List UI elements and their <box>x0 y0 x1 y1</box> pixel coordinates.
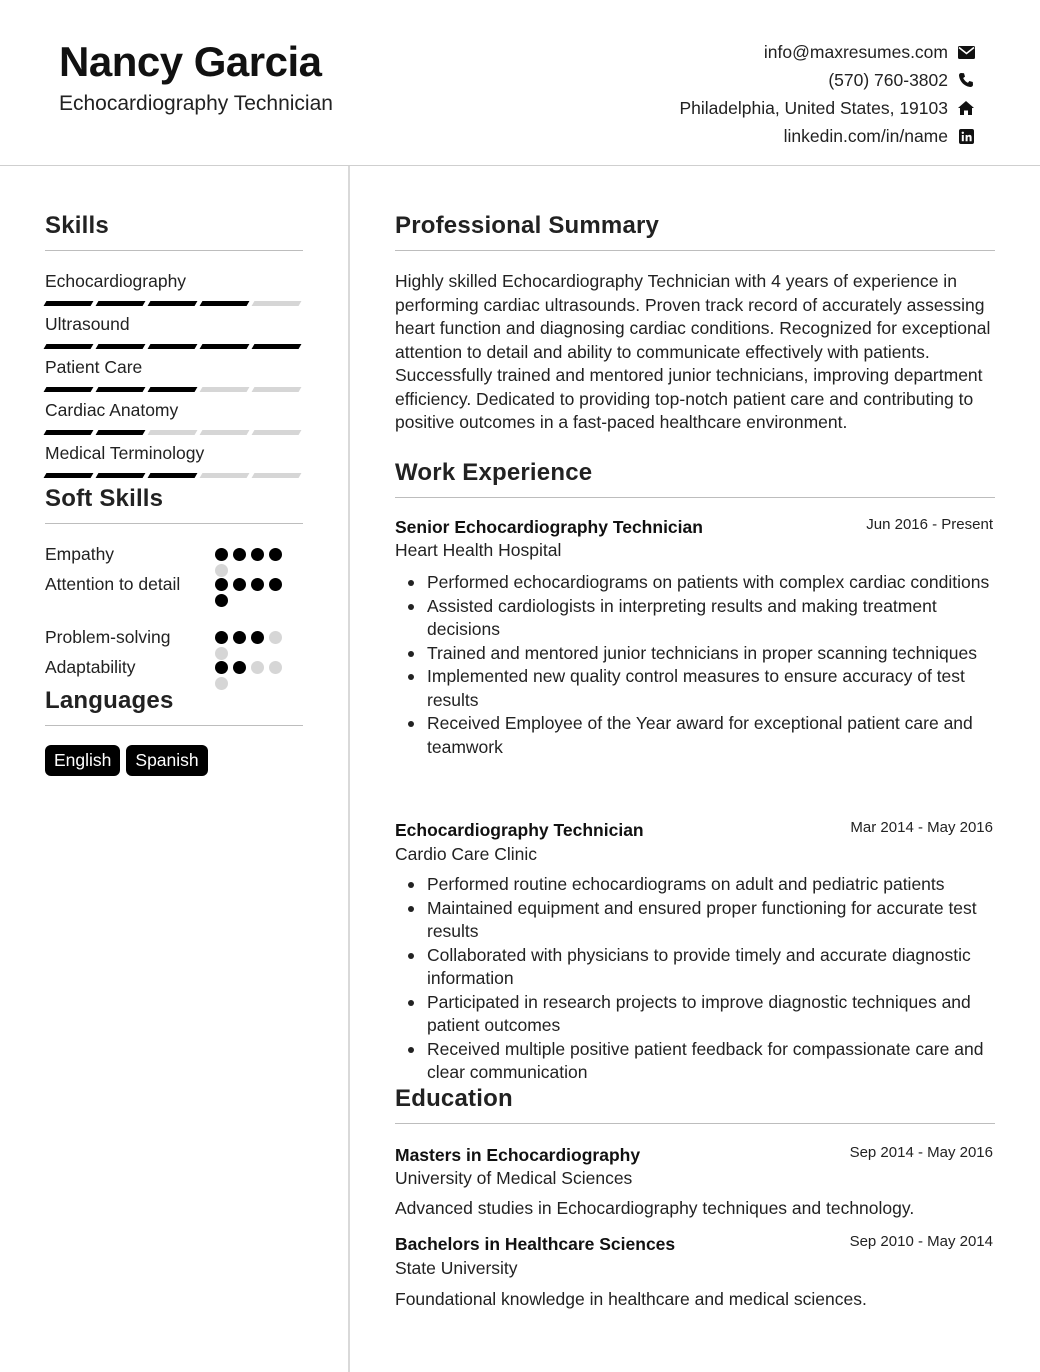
skill-label: Echocardiography <box>45 271 187 291</box>
envelope-icon <box>956 43 976 61</box>
soft-skill-dots <box>215 578 295 607</box>
skill-level-segment <box>200 430 250 435</box>
soft-skill-dot <box>215 564 228 577</box>
job-organization: Cardio Care Clinic <box>395 844 537 864</box>
contact-phone[interactable] <box>679 66 976 94</box>
skill-item <box>45 271 303 306</box>
skill-item <box>45 357 303 392</box>
home-icon <box>956 99 976 117</box>
soft-skill-label: Attention to detail <box>45 574 181 594</box>
language-tags <box>45 745 208 776</box>
soft-skill-dot <box>215 578 228 591</box>
phone-icon <box>956 71 976 89</box>
degree-description: Foundational knowledge in healthcare and medical sciences. <box>395 1289 867 1309</box>
job-bullet: Performed routine echocardiograms on adult and pediatric patients <box>395 873 995 897</box>
soft-skill-dot <box>215 631 228 644</box>
skill-level-bar <box>45 430 303 435</box>
job-date: Jun 2016 - Present <box>866 516 993 533</box>
education-section <box>395 1085 995 1124</box>
degree-description: Advanced studies in Echocardiography techniques and technology. <box>395 1198 915 1218</box>
degree-title: Masters in Echocardiography <box>395 1145 641 1165</box>
soft-skill-dots <box>215 548 295 577</box>
soft-skill-dot <box>233 661 246 674</box>
soft-skill-label: Problem-solving <box>45 627 171 647</box>
skill-level-segment <box>96 430 146 435</box>
degree-date: Sep 2010 - May 2014 <box>849 1233 993 1250</box>
skills-section <box>45 212 303 251</box>
soft-skill-dot <box>251 548 264 561</box>
skill-level-segment <box>96 301 146 306</box>
skill-level-segment <box>148 473 198 478</box>
skill-level-segment <box>200 301 250 306</box>
resume-header <box>0 0 1040 166</box>
soft-skill-label: Adaptability <box>45 657 136 677</box>
education-rule <box>395 1123 995 1124</box>
job-bullets <box>395 571 995 759</box>
education-heading: Education <box>395 1085 513 1112</box>
skill-level-segment <box>44 473 94 478</box>
soft-skill-dot <box>233 631 246 644</box>
job-bullet: Performed echocardiograms on patients with complex cardiac conditions <box>395 571 995 595</box>
languages-rule <box>45 725 303 726</box>
soft-skill-dot <box>233 548 246 561</box>
skill-item <box>45 400 303 435</box>
soft-skill-dot <box>269 631 282 644</box>
soft-skills-rule <box>45 523 303 524</box>
contact-email-text[interactable]: info@maxresumes.com <box>763 41 948 62</box>
job-bullet: Implemented new quality control measures to ensure accuracy of test results <box>395 665 995 712</box>
skill-item <box>45 443 303 478</box>
skill-level-segment <box>148 430 198 435</box>
soft-skill-dot <box>251 661 264 674</box>
contact-linkedin[interactable] <box>679 122 976 150</box>
skill-level-segment <box>252 430 302 435</box>
summary-section <box>395 212 995 251</box>
contact-location <box>679 94 976 122</box>
skill-level-segment <box>148 301 198 306</box>
skill-level-segment <box>200 473 250 478</box>
soft-skill-dot <box>215 594 228 607</box>
skill-level-segment <box>44 301 94 306</box>
contact-list <box>679 38 976 150</box>
languages-section <box>45 687 303 726</box>
skills-rule <box>45 250 303 251</box>
skill-level-segment <box>148 344 198 349</box>
skill-level-segment <box>44 344 94 349</box>
skill-label: Ultrasound <box>45 314 130 334</box>
job-title: Echocardiography Technician <box>395 820 644 840</box>
language-tag: English <box>45 745 120 776</box>
soft-skill-dot <box>269 548 282 561</box>
linkedin-icon <box>956 127 976 145</box>
skill-level-segment <box>96 344 146 349</box>
experience-section <box>395 459 995 498</box>
job-title: Senior Echocardiography Technician <box>395 517 703 537</box>
skill-label: Patient Care <box>45 357 143 377</box>
language-tag: Spanish <box>126 745 207 776</box>
column-divider <box>348 166 350 1372</box>
candidate-title: Echocardiography Technician <box>59 92 333 115</box>
skill-level-segment <box>44 430 94 435</box>
skill-level-segment <box>96 387 146 392</box>
summary-text: Highly skilled Echocardiography Technician with 4 years of experience in performing cardiac ultrasounds. Proven track record of accurately assessing heart function and diagnosing cardiac conditions. Recognized for exceptional attention to detail and ability to communicate effectively with patients. Successfully trained and mentored junior technicians, improving department efficiency. Dedicated to providing top-notch patient care and contributing to positive outcomes in a fast-paced healthcare environment. <box>395 271 991 432</box>
skill-level-segment <box>200 344 250 349</box>
candidate-name: Nancy Garcia <box>59 38 322 85</box>
experience-heading: Work Experience <box>395 459 593 486</box>
soft-skill-dots <box>215 661 295 690</box>
degree-date: Sep 2014 - May 2016 <box>849 1144 993 1161</box>
school-name: University of Medical Sciences <box>395 1168 633 1188</box>
skill-level-segment <box>200 387 250 392</box>
contact-email[interactable] <box>679 38 976 66</box>
summary-heading: Professional Summary <box>395 212 660 239</box>
soft-skill-dot <box>215 647 228 660</box>
soft-skill-dot <box>215 661 228 674</box>
job-bullet: Trained and mentored junior technicians in proper scanning techniques <box>395 642 995 666</box>
soft-skill-dot <box>233 578 246 591</box>
job-bullets <box>395 873 995 1085</box>
skill-level-segment <box>44 387 94 392</box>
degree-title: Bachelors in Healthcare Sciences <box>395 1234 676 1254</box>
skill-item <box>45 314 303 349</box>
skill-level-segment <box>252 473 302 478</box>
soft-skill-label: Empathy <box>45 544 115 564</box>
soft-skills-heading: Soft Skills <box>45 485 164 512</box>
skill-level-bar <box>45 344 303 349</box>
job-bullet: Received Employee of the Year award for exceptional patient care and teamwork <box>395 712 995 759</box>
soft-skill-dot <box>215 548 228 561</box>
soft-skill-dot <box>269 661 282 674</box>
job-organization: Heart Health Hospital <box>395 540 562 560</box>
soft-skill-dot <box>251 578 264 591</box>
job-bullet: Participated in research projects to improve diagnostic techniques and patient outcomes <box>395 991 995 1038</box>
skill-label: Medical Terminology <box>45 443 205 463</box>
job-bullet: Received multiple positive patient feedback for compassionate care and clear communication <box>395 1038 995 1085</box>
skill-level-bar <box>45 301 303 306</box>
contact-phone-text[interactable]: (570) 760-3802 <box>828 69 948 90</box>
languages-heading: Languages <box>45 687 174 714</box>
skill-level-bar <box>45 473 303 478</box>
skills-heading: Skills <box>45 212 109 239</box>
job-bullet: Maintained equipment and ensured proper functioning for accurate test results <box>395 897 995 944</box>
contact-linkedin-text[interactable]: linkedin.com/in/name <box>783 125 948 146</box>
skill-level-segment <box>148 387 198 392</box>
soft-skill-dot <box>251 631 264 644</box>
job-bullet: Assisted cardiologists in interpreting results and making treatment decisions <box>395 595 995 642</box>
summary-rule <box>395 250 995 251</box>
contact-location-text: Philadelphia, United States, 19103 <box>679 97 948 118</box>
skill-level-segment <box>252 387 302 392</box>
skill-label: Cardiac Anatomy <box>45 400 179 420</box>
school-name: State University <box>395 1258 518 1278</box>
job-bullet: Collaborated with physicians to provide timely and accurate diagnostic information <box>395 944 995 991</box>
skill-level-bar <box>45 387 303 392</box>
skill-level-segment <box>252 344 302 349</box>
job-date: Mar 2014 - May 2016 <box>850 819 993 836</box>
soft-skills-section <box>45 485 303 524</box>
soft-skill-dots <box>215 631 295 660</box>
soft-skill-dot <box>269 578 282 591</box>
experience-rule <box>395 497 995 498</box>
skill-level-segment <box>252 301 302 306</box>
skill-level-segment <box>96 473 146 478</box>
